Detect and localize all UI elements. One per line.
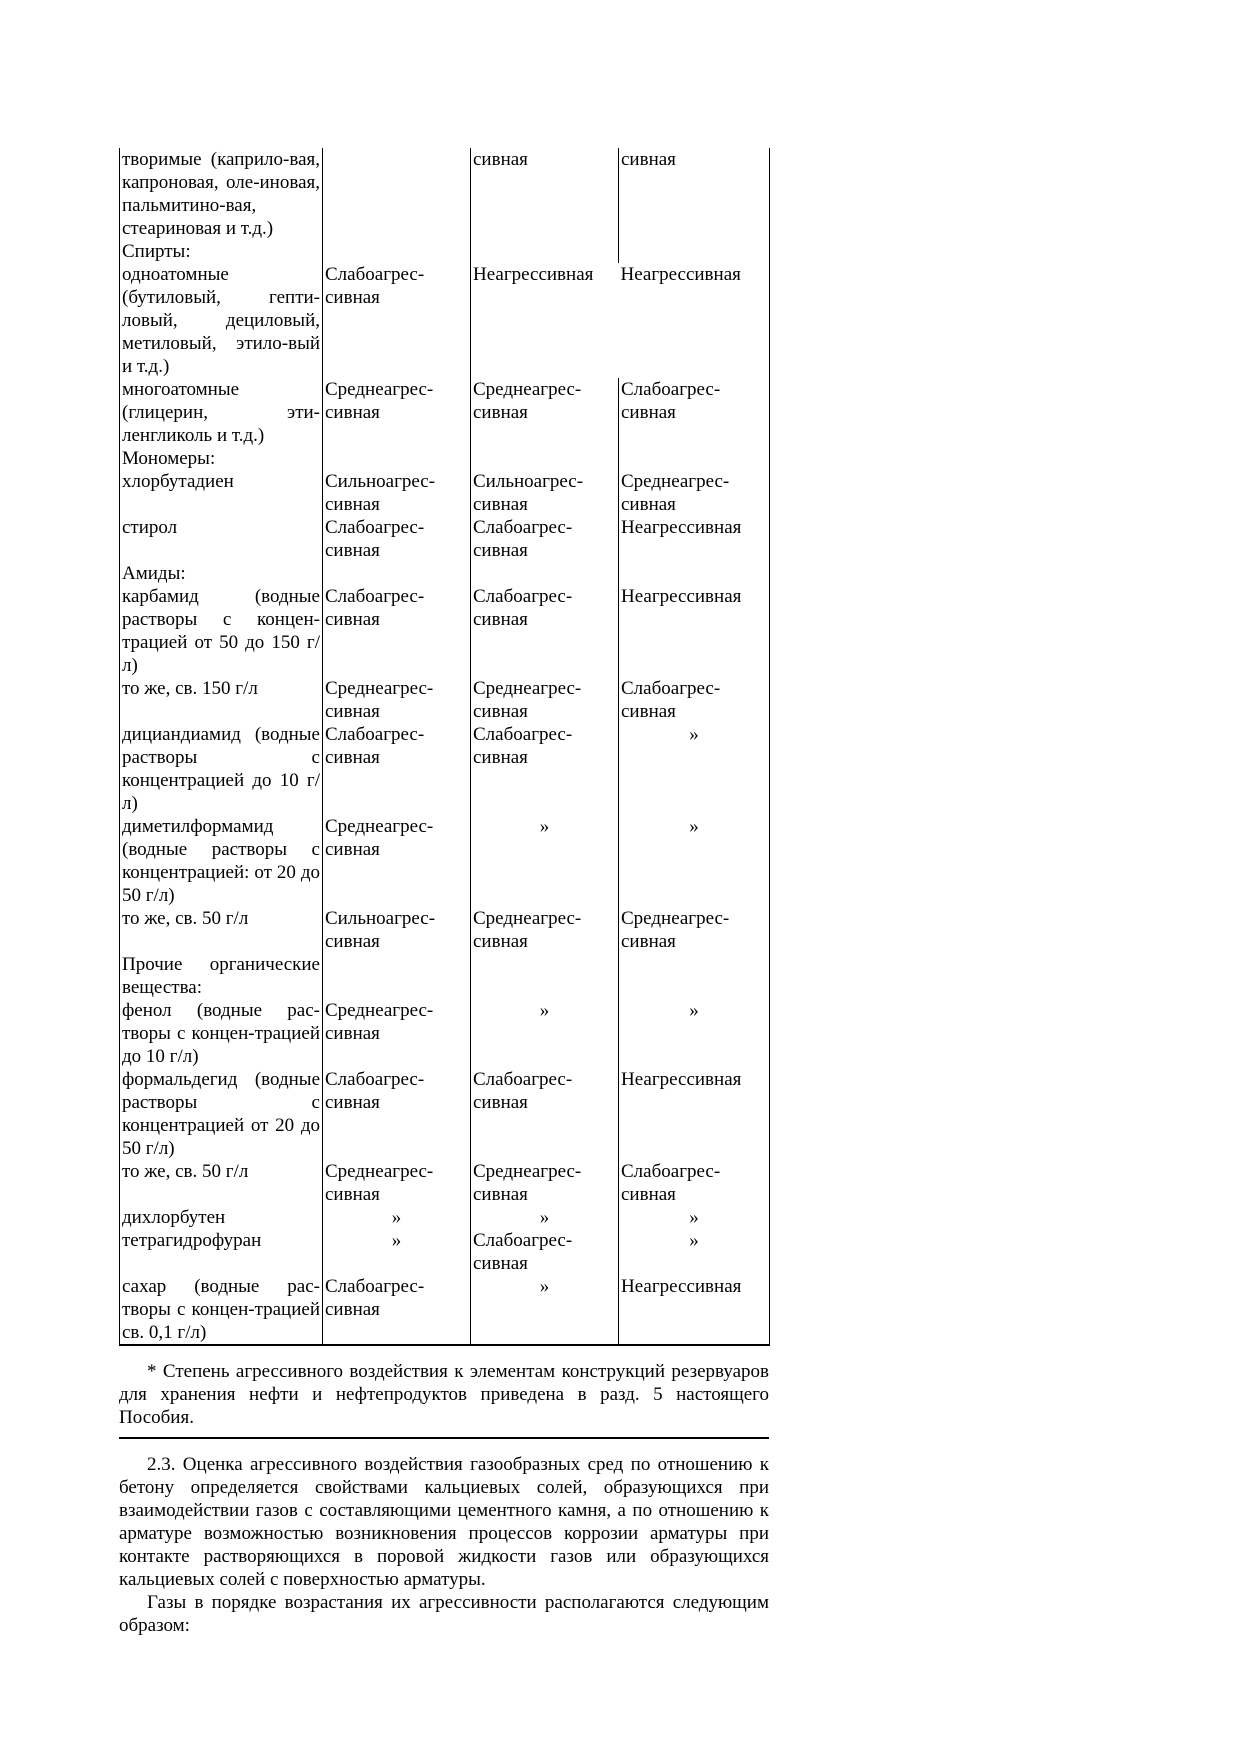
- table-row: [120, 378, 770, 447]
- cell-value: Неагрессивная: [619, 263, 770, 378]
- table-row: [120, 148, 770, 240]
- table-row: [120, 516, 770, 562]
- table-row-group: [120, 562, 770, 585]
- cell-value: »: [323, 1229, 471, 1275]
- document-page: [119, 148, 769, 1637]
- cell-value: Среднеагрес-сивная: [471, 677, 619, 723]
- cell-value: Неагрессивная: [619, 1275, 770, 1345]
- cell-value: »: [471, 1206, 619, 1229]
- cell-value: Слабоагрес-сивная: [619, 1160, 770, 1206]
- substance-name: формальдегид (водные растворы с концентрацией от 20 до 50 г/л): [120, 1068, 323, 1160]
- table-row: [120, 470, 770, 516]
- substance-name: тетрагидрофуран: [120, 1229, 323, 1275]
- cell-value: Слабоагрес-сивная: [323, 1068, 471, 1160]
- table-footnote: * Степень агрессивного воздействия к элементам конструкций резервуаров для хранения нефти и нефтепродуктов приведена в разд. 5 настоящего Пособия.: [119, 1360, 769, 1439]
- substance-name: то же, св. 50 г/л: [120, 907, 323, 953]
- table-row: [120, 723, 770, 815]
- cell-value: сивная: [619, 148, 770, 240]
- table-row: [120, 263, 770, 378]
- table-body: [120, 148, 770, 1345]
- table-row: [120, 677, 770, 723]
- cell-value: Слабоагрес-сивная: [323, 723, 471, 815]
- cell-value: Сильноагрес-сивная: [323, 907, 471, 953]
- substance-name: то же, св. 50 г/л: [120, 1160, 323, 1206]
- cell-value: Слабоагрес-сивная: [471, 585, 619, 677]
- table-row: [120, 1206, 770, 1229]
- table-row-group: [120, 447, 770, 470]
- cell-value: Слабоагрес-сивная: [323, 263, 471, 378]
- cell-value: Неагрессивная: [471, 263, 619, 378]
- substance-name: дициандиамид (водные растворы с концентрацией до 10 г/л): [120, 723, 323, 815]
- aggressiveness-table: [119, 148, 770, 1346]
- cell-value: Неагрессивная: [619, 516, 770, 562]
- cell-value: Сильноагрес-сивная: [323, 470, 471, 516]
- cell-value: Слабоагрес-сивная: [471, 1068, 619, 1160]
- cell-value: Среднеагрес-сивная: [471, 907, 619, 953]
- cell-value: Среднеагрес-сивная: [323, 677, 471, 723]
- substance-name: хлорбутадиен: [120, 470, 323, 516]
- substance-name: диметилформамид (водные растворы с концентрацией: от 20 до 50 г/л): [120, 815, 323, 907]
- cell-value: »: [471, 999, 619, 1068]
- cell-value: Неагрессивная: [619, 1068, 770, 1160]
- substance-name: дихлорбутен: [120, 1206, 323, 1229]
- table-row: [120, 1275, 770, 1345]
- cell-value: Сильноагрес-сивная: [471, 470, 619, 516]
- substance-name: фенол (водные рас-творы с концен-трацией до 10 г/л): [120, 999, 323, 1068]
- body-paragraph: 2.3. Оценка агрессивного воздействия газообразных сред по отношению к бетону определяется свойствами кальциевых солей, образующихся при взаимодействии газов с составляющими цементного камня, а по отношению к арматуре возможностью возникновения процессов коррозии арматуры при контакте растворяющихся в поровой жидкости газов или образующихся кальциевых солей с поверхностью арматуры.: [119, 1454, 769, 1590]
- cell-value: Слабоагрес-сивная: [619, 677, 770, 723]
- substance-name: то же, св. 150 г/л: [120, 677, 323, 723]
- table-row-group: [120, 953, 770, 999]
- table-row: [120, 815, 770, 907]
- group-heading: Амиды:: [120, 562, 323, 585]
- cell-value: »: [471, 1275, 619, 1345]
- cell-value: Среднеагрес-сивная: [323, 378, 471, 447]
- cell-value: Слабоагрес-сивная: [471, 723, 619, 815]
- cell-value: [323, 148, 471, 240]
- substance-name: многоатомные (глицерин, эти-ленгликоль и т.д.): [120, 378, 323, 447]
- cell-value: »: [619, 723, 770, 815]
- table-row: [120, 585, 770, 677]
- cell-value: Среднеагрес-сивная: [619, 470, 770, 516]
- substance-name: творимые (каприло-вая, капроновая, оле-иновая, пальмитино-вая, стеариновая и т.д.): [120, 148, 323, 240]
- cell-value: Слабоагрес-сивная: [619, 378, 770, 447]
- table-row-group: [120, 240, 770, 263]
- table-row: [120, 1160, 770, 1206]
- table-row: [120, 1068, 770, 1160]
- table-row: [120, 1229, 770, 1275]
- group-heading: Мономеры:: [120, 447, 323, 470]
- substance-name: одноатомные (бутиловый, гепти-ловый, дециловый, метиловый, этило-вый и т.д.): [120, 263, 323, 378]
- cell-value: »: [471, 815, 619, 907]
- table-row: [120, 907, 770, 953]
- cell-value: Неагрессивная: [619, 585, 770, 677]
- cell-value: Среднеагрес-сивная: [619, 907, 770, 953]
- cell-value: »: [619, 1206, 770, 1229]
- body-paragraph: Газы в порядке возрастания их агрессивности располагаются следующим образом:: [119, 1592, 769, 1636]
- cell-value: »: [619, 1229, 770, 1275]
- cell-value: Слабоагрес-сивная: [323, 1275, 471, 1345]
- group-heading: Спирты:: [120, 240, 323, 263]
- cell-value: »: [619, 815, 770, 907]
- table-row: [120, 999, 770, 1068]
- cell-value: Слабоагрес-сивная: [323, 585, 471, 677]
- cell-value: »: [323, 1206, 471, 1229]
- substance-name: карбамид (водные растворы с концен-трацией от 50 до 150 г/л): [120, 585, 323, 677]
- cell-value: Слабоагрес-сивная: [323, 516, 471, 562]
- cell-value: Слабоагрес-сивная: [471, 516, 619, 562]
- cell-value: Среднеагрес-сивная: [323, 1160, 471, 1206]
- substance-name: стирол: [120, 516, 323, 562]
- cell-value: Среднеагрес-сивная: [323, 815, 471, 907]
- cell-value: Среднеагрес-сивная: [471, 378, 619, 447]
- cell-value: »: [619, 999, 770, 1068]
- cell-value: Среднеагрес-сивная: [323, 999, 471, 1068]
- cell-value: сивная: [471, 148, 619, 240]
- cell-value: Среднеагрес-сивная: [471, 1160, 619, 1206]
- cell-value: Слабоагрес-сивная: [471, 1229, 619, 1275]
- substance-name: сахар (водные рас-творы с концен-трацией св. 0,1 г/л): [120, 1275, 323, 1345]
- group-heading: Прочие органические вещества:: [120, 953, 323, 999]
